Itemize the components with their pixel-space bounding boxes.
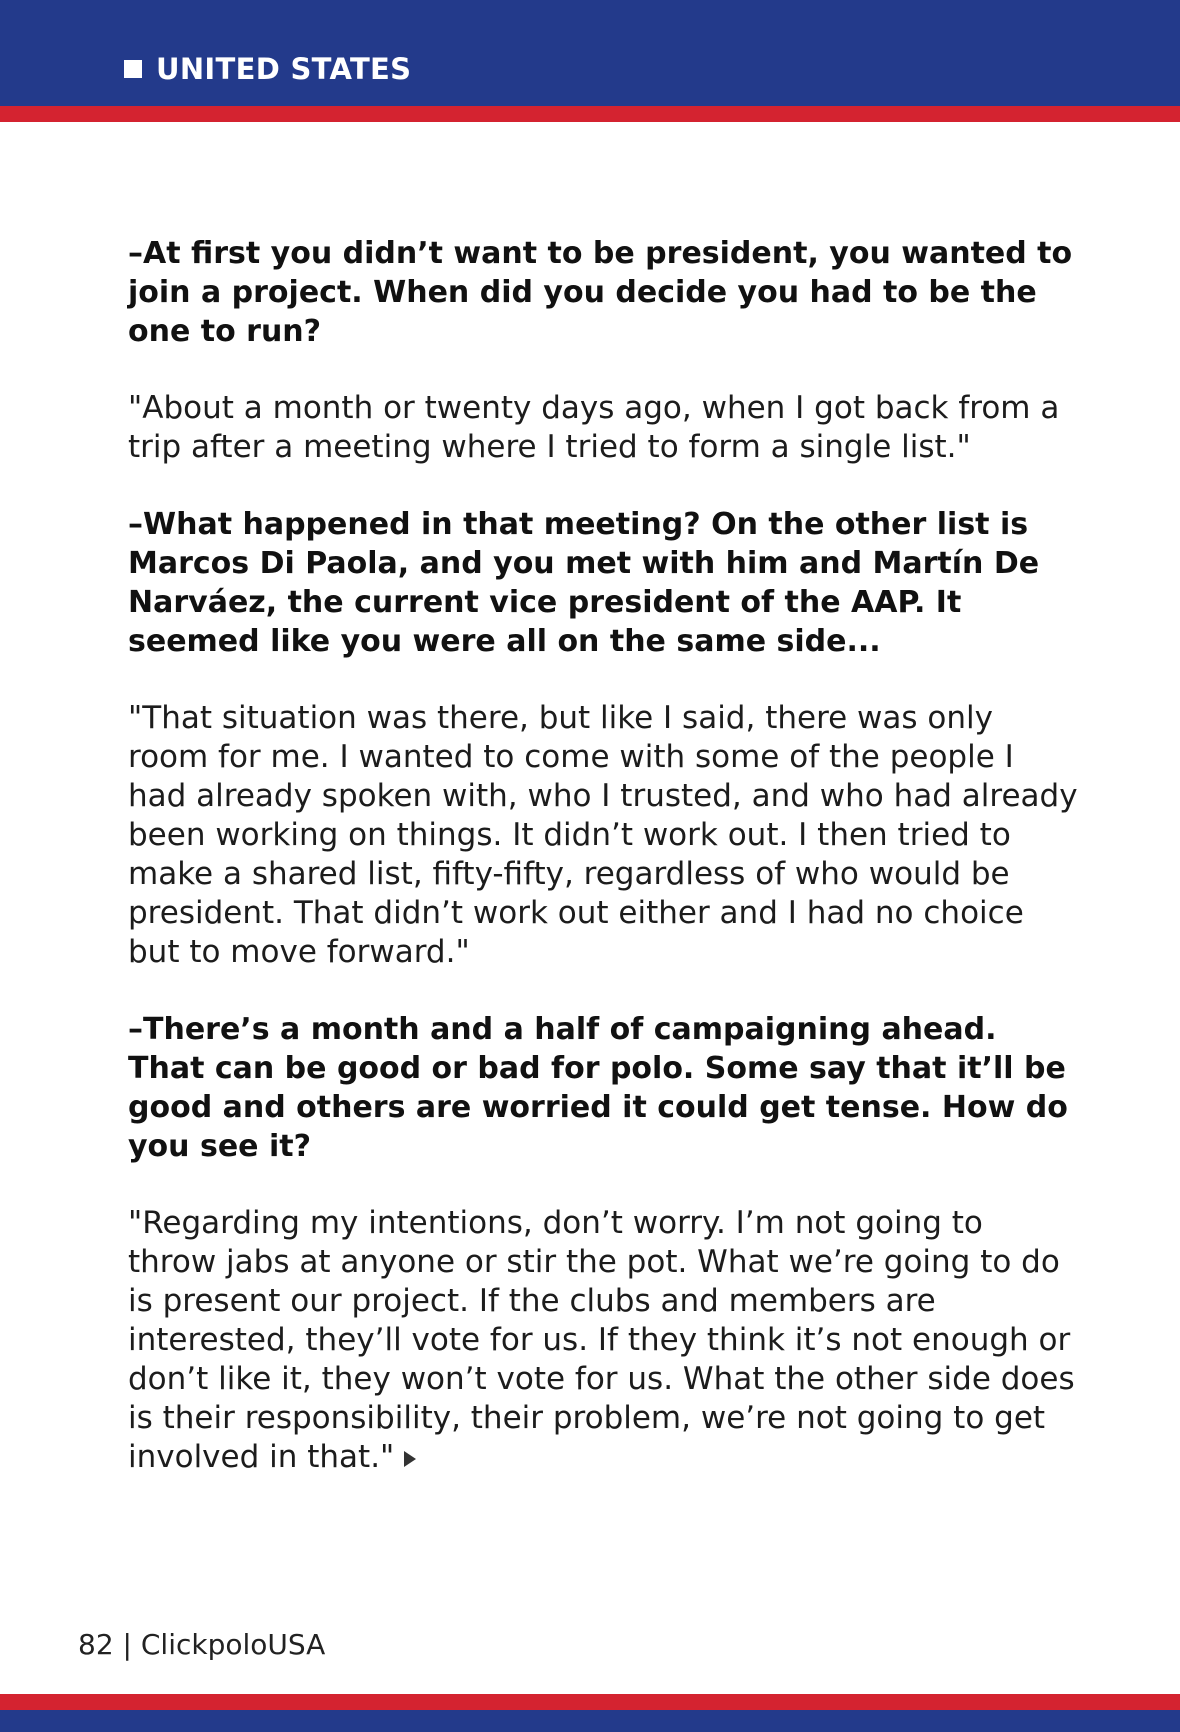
interview-body — [128, 234, 1078, 1515]
interview-answer-text: "Regarding my intentions, don’t worry. I’m not going to throw jabs at anyone or stir the pot. What we’re going to do is present our project. If the clubs and members are interested, they’ll vote for us. If they think it’s not enough or don’t like it, they won’t vote for us. What the other side does is their responsibility, their problem, we’re not going to get involved in that." — [128, 1205, 1075, 1475]
triangle-right-icon — [404, 1451, 416, 1467]
interview-answer: "About a month or twenty days ago, when I got back from a trip after a meeting where I tried to form a single list." — [128, 390, 1060, 465]
section-label — [124, 52, 411, 86]
page-footer: 82 | ClickpoloUSA — [78, 1628, 326, 1661]
interview-answer-final — [128, 1204, 1078, 1477]
square-bullet-icon — [124, 60, 142, 78]
footer-band — [0, 1710, 1180, 1732]
interview-question: –At first you didn’t want to be president, you wanted to join a project. When did you decide you had to be the one to run? — [128, 236, 1073, 349]
interview-question: –What happened in that meeting? On the other list is Marcos Di Paola, and you met with him and Martín De Narváez, the current vice president of the AAP. It seemed like you were all on the same side... — [128, 507, 1040, 659]
section-title: UNITED STATES — [156, 52, 412, 86]
interview-answer: "That situation was there, but like I said, there was only room for me. I wanted to come with some of the people I had already spoken with, who I trusted, and who had already been working on things. It didn’t work out. I then tried to make a shared list, fifty-fifty, regardless of who would be president. That didn’t work out either and I had no choice but to move forward." — [128, 700, 1078, 970]
interview-question: –There’s a month and a half of campaigning ahead. That can be good or bad for polo. Some say that it’ll be good and others are worried it could get tense. How do you see it? — [128, 1012, 1068, 1164]
footer-stripe — [0, 1694, 1180, 1710]
header-stripe — [0, 106, 1180, 122]
